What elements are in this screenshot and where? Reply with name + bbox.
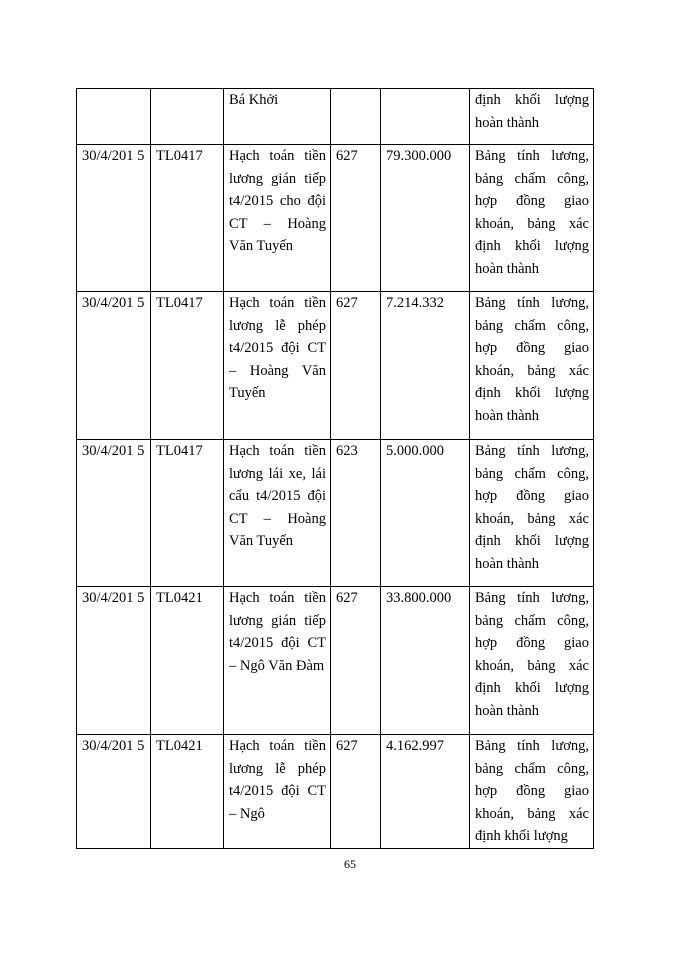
- amount-cell: 4.162.997: [381, 735, 470, 849]
- date-cell: [77, 89, 151, 145]
- document-cell: Bảng tính lương, bảng chấm công, hợp đồng giao khoán, bảng xác định khối lượng: [470, 735, 594, 849]
- page-number: 65: [344, 857, 356, 871]
- date-cell: 30/4/201 5: [77, 145, 151, 292]
- date-cell: 30/4/201 5: [77, 587, 151, 735]
- description-cell: Hạch toán tiền lương lái xe, lái cẩu t4/2015 đội CT – Hoàng Văn Tuyến: [224, 440, 331, 587]
- voucher-code-cell: TL0417: [151, 292, 224, 440]
- voucher-code-cell: TL0417: [151, 145, 224, 292]
- amount-cell: 79.300.000: [381, 145, 470, 292]
- table-row: [77, 735, 594, 849]
- table-row: [77, 292, 594, 440]
- document-cell: Bảng tính lương, bảng chấm công, hợp đồng giao khoán, bảng xác định khối lượng hoàn thành: [470, 440, 594, 587]
- amount-cell: [381, 89, 470, 145]
- description-cell: Hạch toán tiền lương lễ phép t4/2015 đội CT – Hoàng Văn Tuyến: [224, 292, 331, 440]
- date-cell: 30/4/201 5: [77, 735, 151, 849]
- description-cell: Hạch toán tiền lương lễ phép t4/2015 đội CT – Ngô: [224, 735, 331, 849]
- table-row: [77, 145, 594, 292]
- account-cell: 627: [331, 735, 381, 849]
- voucher-code-cell: TL0421: [151, 735, 224, 849]
- description-cell: Hạch toán tiền lương gián tiếp t4/2015 cho đội CT – Hoàng Văn Tuyến: [224, 145, 331, 292]
- document-cell: Bảng tính lương, bảng chấm công, hợp đồng giao khoán, bảng xác định khối lượng hoàn thành: [470, 587, 594, 735]
- date-cell: 30/4/201 5: [77, 292, 151, 440]
- document-cell: Bảng tính lương, bảng chấm công, hợp đồng giao khoán, bảng xác định khối lượng hoàn thành: [470, 292, 594, 440]
- amount-cell: 7.214.332: [381, 292, 470, 440]
- document-cell: định khối lượng hoàn thành: [470, 89, 594, 145]
- description-cell: Hạch toán tiền lương gián tiếp t4/2015 đội CT – Ngô Văn Đàm: [224, 587, 331, 735]
- table-row: [77, 587, 594, 735]
- table-row: [77, 440, 594, 587]
- table-row: [77, 89, 594, 145]
- account-cell: 627: [331, 587, 381, 735]
- account-cell: 627: [331, 292, 381, 440]
- voucher-code-cell: TL0417: [151, 440, 224, 587]
- amount-cell: 5.000.000: [381, 440, 470, 587]
- date-cell: 30/4/201 5: [77, 440, 151, 587]
- document-cell: Bảng tính lương, bảng chấm công, hợp đồng giao khoán, bảng xác định khối lượng hoàn thành: [470, 145, 594, 292]
- account-cell: 627: [331, 145, 381, 292]
- account-cell: 623: [331, 440, 381, 587]
- ledger-table: [76, 88, 594, 849]
- description-cell: Bá Khởi: [224, 89, 331, 145]
- voucher-code-cell: TL0421: [151, 587, 224, 735]
- account-cell: [331, 89, 381, 145]
- amount-cell: 33.800.000: [381, 587, 470, 735]
- voucher-code-cell: [151, 89, 224, 145]
